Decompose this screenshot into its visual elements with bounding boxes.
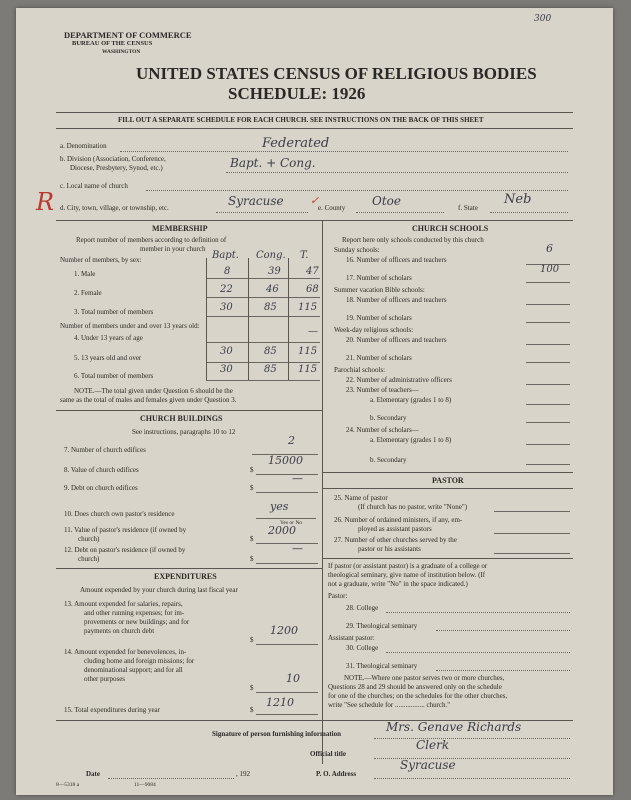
col-cong: Cong. xyxy=(256,250,286,261)
label-24: 24. Number of scholars— xyxy=(346,426,419,434)
value-expenditure-13: 1200 xyxy=(270,624,298,637)
label-16: 16. Number of officers and teachers xyxy=(346,256,447,264)
page-number: 300 xyxy=(534,14,552,24)
label-expenditure-15: 15. Total expenditures during year xyxy=(64,706,160,714)
value-16: 6 xyxy=(546,242,553,255)
total-total: 115 xyxy=(298,302,318,313)
census-form-sheet: 300 DEPARTMENT OF COMMERCE BUREAU OF THE CENSUS WASHINGTON UNITED STATES CENSUS OF RELIGIOUS BODIES SCHEDULE: 1926 FILL OUT A SEPARATE SCHEDULE FOR EACH CHURCH. SEE INSTRUCTIONS ON THE BACK OF THIS SHEET a. Denomination Federated b. Division (Association, Conference, Diocese, Presbytery, Synod, etc.) Bapt. + Cong. c. Local name of church R d. City, town, village, or township, etc. Syracuse ✓ e. County Otoe f. State Neb MEMBERSHIP Report number of members according to definition of member in your church Number of members, by sex: Bapt. Cong. T. 1. Male 8 39 47 2. Female 22 46 68 3. Total number of members 30 85 115 Number of members under and over 13 years old: 4. Under 13 years of age — 5. 13 years old and over 30 85 115 6. Total number of members 30 85 115 NOTE.—The total given under Question 6 should be the same as the total of males and females given under Question 3. CHURCH BUILDINGS See instructions, paragraphs 10 to 12 7. Number of church edifices 2 8. Value of church edifices $ 15000 9. Debt on church edifices $ — 10. Does church own pastor's residence yes Yes or No 11. Value of pastor's residence (if owned by church) $ 2000 12. Debt on pastor's residence (if owned by church) $ — EXPENDITURES Amount expended by your church during last fiscal year 13. Amount expended for salaries, repairs, and other running expenses; for im- provements or new buildings; and for payments on church debt $ 1200 14. Amount expended for benevolences, in- cluding home and foreign missions; for denominational support; and for all other purposes $ 10 15. Total expenditures during year $ 1210 CHURCH SCHOOLS Report here only schools conducted by this church Sunday schools: 16. Number of officers and teachers 6 17. Number of scholars 100 Summer vacation Bible schools: 18. Number of officers and teachers 19. Number of scholars Week-day religious schools: 20. Number of officers and teachers 21. Number of scholars Parochial schools: 22. Number of administrative officers 23. Number of teachers— a. Elementary (grades 1 to 8) b. Secondary 24. Number of scholars— a. Elementary (grades 1 to 8) b. Secondary PASTOR 25. Name of pastor (If church has no pastor, write "None") 26. Number of ordained ministers, if any, em- ployed as assistant pastors 27. Number of other churches served by the pastor or his assistants If pastor (or assistant pastor) is a graduate of a college or theological seminary, give name of institution below. (If not a graduate, write "No" in the space indicated.) Pastor: 28. College 29. Theological seminary Assistant pastor: 30. College 31. Theological seminary NOTE.—Where one pastor serves two or more churches, Questions 28 and 29 should be answered only on the schedule for one of the churches; on the schedules for the other churches, write "See schedule for ................. church." Signature of person furnishing information Mrs. Genave Richards Official title Clerk Date , 192 P. O. Address Syracuse 8—5318 a 11—9084 xyxy=(16,8,613,795)
department-name: DEPARTMENT OF COMMERCE xyxy=(64,30,192,40)
value-expenditure-15: 1210 xyxy=(266,696,294,709)
label-30: 30. College xyxy=(346,644,379,652)
label-pastor: Pastor: xyxy=(328,592,348,600)
label-signature: Signature of person furnishing information xyxy=(212,730,341,738)
value-official-title: Clerk xyxy=(416,738,450,752)
label-debt-edifices: 9. Debt on church edifices xyxy=(64,484,138,492)
membership-heading: MEMBERSHIP xyxy=(152,224,208,233)
female-bapt: 22 xyxy=(220,284,233,295)
buildings-note: See instructions, paragraphs 10 to 12 xyxy=(132,428,236,436)
label-county: e. County xyxy=(318,204,346,212)
label-23: 23. Number of teachers— xyxy=(346,386,419,394)
label-pastor-residence: 10. Does church own pastor's residence xyxy=(64,510,175,518)
instructions-line: FILL OUT A SEPARATE SCHEDULE FOR EACH CHURCH. SEE INSTRUCTIONS ON THE BACK OF THIS SHEET xyxy=(118,116,484,124)
label-27: 27. Number of other churches served by the xyxy=(334,536,457,544)
label-state: f. State xyxy=(458,204,478,212)
value-value-edifices: 15000 xyxy=(268,454,303,467)
red-tick-city: ✓ xyxy=(310,194,320,207)
label-weekday: Week-day religious schools: xyxy=(334,326,414,334)
label-sunday-schools: Sunday schools: xyxy=(334,246,380,254)
label-28: 28. College xyxy=(346,604,379,612)
value-debt-edifices: — xyxy=(292,472,303,485)
label-assistant: Assistant pastor: xyxy=(328,634,375,642)
total6-total: 115 xyxy=(298,364,318,375)
buildings-heading: CHURCH BUILDINGS xyxy=(140,414,223,423)
bureau-location: WASHINGTON xyxy=(102,49,141,55)
label-23a: a. Elementary (grades 1 to 8) xyxy=(370,396,452,404)
value-division: Bapt. + Cong. xyxy=(230,156,316,170)
value-pastor-residence: yes xyxy=(270,500,289,513)
pastor-footnote: NOTE.—Where one pastor serves two or more churches, xyxy=(344,674,505,682)
over13-cong: 85 xyxy=(264,346,277,357)
label-24a: a. Elementary (grades 1 to 8) xyxy=(370,436,452,444)
label-number-by-sex: Number of members, by sex: xyxy=(60,256,142,264)
label-19: 19. Number of scholars xyxy=(346,314,412,322)
label-under-13: 4. Under 13 years of age xyxy=(74,334,143,342)
schools-heading: CHURCH SCHOOLS xyxy=(412,224,489,233)
label-21: 21. Number of scholars xyxy=(346,354,412,362)
total-cong: 85 xyxy=(264,302,277,313)
value-po-address: Syracuse xyxy=(400,758,456,772)
bureau-name: BUREAU OF THE CENSUS xyxy=(72,40,153,47)
value-edifices: 2 xyxy=(288,434,295,447)
expenditures-note: Amount expended by your church during last fiscal year xyxy=(80,586,238,594)
label-29: 29. Theological seminary xyxy=(346,622,418,630)
label-31: 31. Theological seminary xyxy=(346,662,418,670)
total6-bapt: 30 xyxy=(220,364,233,375)
value-denomination: Federated xyxy=(262,136,330,151)
label-male: 1. Male xyxy=(74,270,96,278)
male-cong: 39 xyxy=(268,266,281,277)
membership-note1: Report number of members according to definition of xyxy=(76,236,227,244)
label-23b: b. Secondary xyxy=(370,414,407,422)
over13-total: 115 xyxy=(298,346,318,357)
expenditures-heading: EXPENDITURES xyxy=(154,572,217,581)
male-bapt: 8 xyxy=(224,266,231,277)
label-date: Date xyxy=(86,770,100,778)
label-expenditure-14: 14. Amount expended for benevolences, in- xyxy=(64,648,187,656)
form-subtitle: SCHEDULE: 1926 xyxy=(228,84,366,103)
form-title: UNITED STATES CENSUS OF RELIGIOUS BODIES xyxy=(136,64,537,83)
label-total-members: 3. Total number of members xyxy=(74,308,154,316)
dollar-sign: $ xyxy=(250,466,254,474)
value-debt-residence: — xyxy=(292,542,303,555)
print-code: 11—9084 xyxy=(134,782,156,788)
under-13-total: — xyxy=(308,326,318,337)
total6-cong: 85 xyxy=(264,364,277,375)
label-22: 22. Number of administrative officers xyxy=(346,376,452,384)
form-code: 8—5318 a xyxy=(56,782,80,788)
label-13-over: 5. 13 years old and over xyxy=(74,354,142,362)
col-bapt: Bapt. xyxy=(212,250,239,261)
label-18: 18. Number of officers and teachers xyxy=(346,296,447,304)
label-edifices: 7. Number of church edifices xyxy=(64,446,146,454)
label-parochial: Parochial schools: xyxy=(334,366,386,374)
female-total: 68 xyxy=(306,284,319,295)
value-17: 100 xyxy=(540,264,560,275)
membership-note2: member in your church xyxy=(140,245,206,253)
over13-bapt: 30 xyxy=(220,346,233,357)
schools-note: Report here only schools conducted by this church xyxy=(342,236,484,244)
yes-or-no-hint: Yes or No xyxy=(280,520,303,526)
label-total-members-6: 6. Total number of members xyxy=(74,372,154,380)
value-city: Syracuse xyxy=(228,194,284,208)
label-summer: Summer vacation Bible schools: xyxy=(334,286,425,294)
label-under-over: Number of members under and over 13 years old: xyxy=(60,322,200,330)
label-female: 2. Female xyxy=(74,289,102,297)
membership-footnote2: same as the total of males and females given under Question 3. xyxy=(60,396,237,404)
label-value-residence: 11. Value of pastor's residence (if owned by xyxy=(64,526,187,534)
label-26: 26. Number of ordained ministers, if any, em- xyxy=(334,516,463,524)
label-debt-residence: 12. Debt on pastor's residence (if owned by xyxy=(64,546,186,554)
label-year: , 192 xyxy=(236,770,250,778)
pastor-heading: PASTOR xyxy=(432,476,464,485)
label-25: 25. Name of pastor xyxy=(334,494,388,502)
label-expenditure-13: 13. Amount expended for salaries, repairs, xyxy=(64,600,183,608)
label-17: 17. Number of scholars xyxy=(346,274,412,282)
value-signature: Mrs. Genave Richards xyxy=(386,720,522,734)
label-value-edifices: 8. Value of church edifices xyxy=(64,466,139,474)
value-expenditure-14: 10 xyxy=(286,672,300,685)
male-total: 47 xyxy=(306,266,319,277)
label-city: d. City, town, village, or township, etc. xyxy=(60,204,169,212)
value-value-residence: 2000 xyxy=(268,524,296,537)
total-bapt: 30 xyxy=(220,302,233,313)
value-state: Neb xyxy=(504,192,532,207)
membership-footnote1: NOTE.—The total given under Question 6 should be the xyxy=(74,387,233,395)
value-county: Otoe xyxy=(372,194,401,208)
label-24b: b. Secondary xyxy=(370,456,407,464)
label-local-name: c. Local name of church xyxy=(60,182,128,190)
red-check-mark: R xyxy=(36,188,55,216)
label-division: b. Division (Association, Conference, xyxy=(60,155,166,163)
label-20: 20. Number of officers and teachers xyxy=(346,336,447,344)
pastor-graduate-note: If pastor (or assistant pastor) is a graduate of a college or xyxy=(328,562,488,570)
label-po-address: P. O. Address xyxy=(316,770,357,778)
col-total: T. xyxy=(300,250,309,261)
female-cong: 46 xyxy=(266,284,279,295)
label-official-title: Official title xyxy=(310,750,346,758)
label-division-detail: Diocese, Presbytery, Synod, etc.) xyxy=(70,164,163,172)
label-denomination: a. Denomination xyxy=(60,142,107,150)
